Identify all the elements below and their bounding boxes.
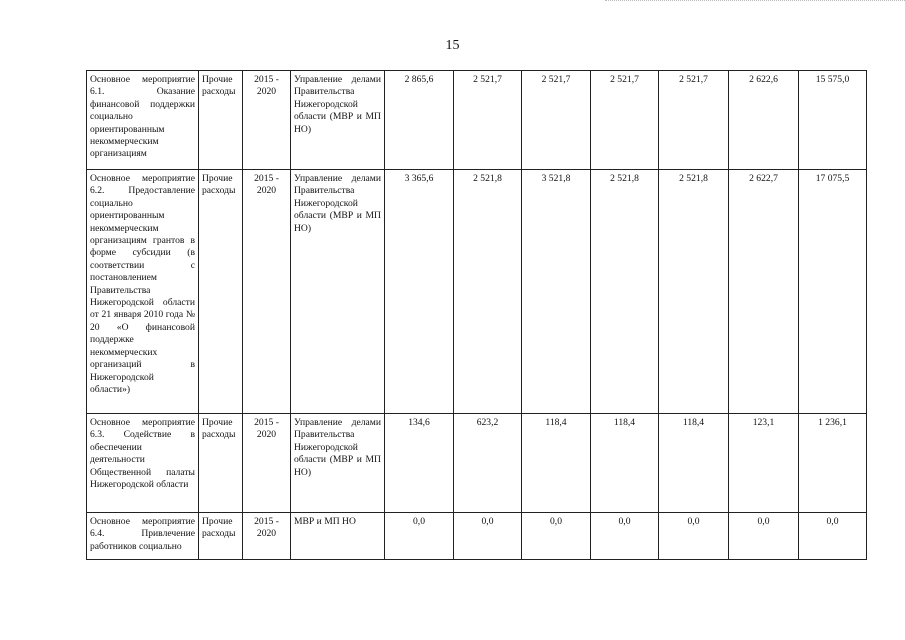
- value-cell: 0,0: [522, 513, 591, 560]
- value-cell: 0,0: [591, 513, 659, 560]
- value-cell: 0,0: [729, 513, 799, 560]
- value-cell: 118,4: [591, 414, 659, 513]
- value-cell: 2 521,7: [591, 71, 659, 170]
- value-cell: 0,0: [385, 513, 454, 560]
- type-cell: Прочие расходы: [199, 170, 243, 414]
- total-cell: 17 075,5: [799, 170, 867, 414]
- period-cell: 2015 - 2020: [243, 71, 291, 170]
- value-cell: 2 622,7: [729, 170, 799, 414]
- table-row: [87, 414, 867, 513]
- value-cell: 2 865,6: [385, 71, 454, 170]
- value-cell: 2 521,8: [659, 170, 729, 414]
- table-row: [87, 513, 867, 560]
- total-cell: 1 236,1: [799, 414, 867, 513]
- value-cell: 118,4: [522, 414, 591, 513]
- value-cell: 2 521,7: [522, 71, 591, 170]
- event-cell: Основное мероприятие 6.1. Оказание финансовой поддержки социально ориентированным некоммерческим организациям: [87, 71, 199, 170]
- value-cell: 2 521,8: [591, 170, 659, 414]
- executor-cell: Управление делами Правительства Нижегородской области (МВР и МП НО): [291, 71, 385, 170]
- executor-cell: Управление делами Правительства Нижегородской области (МВР и МП НО): [291, 170, 385, 414]
- value-cell: 3 365,6: [385, 170, 454, 414]
- value-cell: 0,0: [659, 513, 729, 560]
- event-cell: Основное мероприятие 6.2. Предоставление социально ориентированным некоммерческим организациям грантов в форме субсидии (в соответствии с постановлением Правительства Нижегородской области от 21 января 2010 года № 20 «О финансовой поддержке некоммерческих организаций в Нижегородской области»): [87, 170, 199, 414]
- total-cell: 15 575,0: [799, 71, 867, 170]
- type-cell: Прочие расходы: [199, 71, 243, 170]
- page-number: 15: [445, 38, 460, 53]
- value-cell: 118,4: [659, 414, 729, 513]
- event-cell: Основное мероприятие 6.4. Привлечение работников социально: [87, 513, 199, 560]
- value-cell: 2 521,8: [454, 170, 522, 414]
- scan-edge-marks: [605, 0, 905, 3]
- event-cell: Основное мероприятие 6.3. Содействие в обеспечении деятельности Общественной палаты Нижегородской области: [87, 414, 199, 513]
- value-cell: 0,0: [454, 513, 522, 560]
- type-cell: Прочие расходы: [199, 414, 243, 513]
- table-row: [87, 170, 867, 414]
- value-cell: 134,6: [385, 414, 454, 513]
- type-cell: Прочие расходы: [199, 513, 243, 560]
- value-cell: 123,1: [729, 414, 799, 513]
- value-cell: 623,2: [454, 414, 522, 513]
- period-cell: 2015 - 2020: [243, 513, 291, 560]
- table-row: [87, 71, 867, 170]
- executor-cell: МВР и МП НО: [291, 513, 385, 560]
- value-cell: 3 521,8: [522, 170, 591, 414]
- executor-cell: Управление делами Правительства Нижегородской области (МВР и МП НО): [291, 414, 385, 513]
- period-cell: 2015 - 2020: [243, 170, 291, 414]
- value-cell: 2 521,7: [659, 71, 729, 170]
- total-cell: 0,0: [799, 513, 867, 560]
- value-cell: 2 622,6: [729, 71, 799, 170]
- period-cell: 2015 - 2020: [243, 414, 291, 513]
- value-cell: 2 521,7: [454, 71, 522, 170]
- budget-table: [86, 70, 867, 560]
